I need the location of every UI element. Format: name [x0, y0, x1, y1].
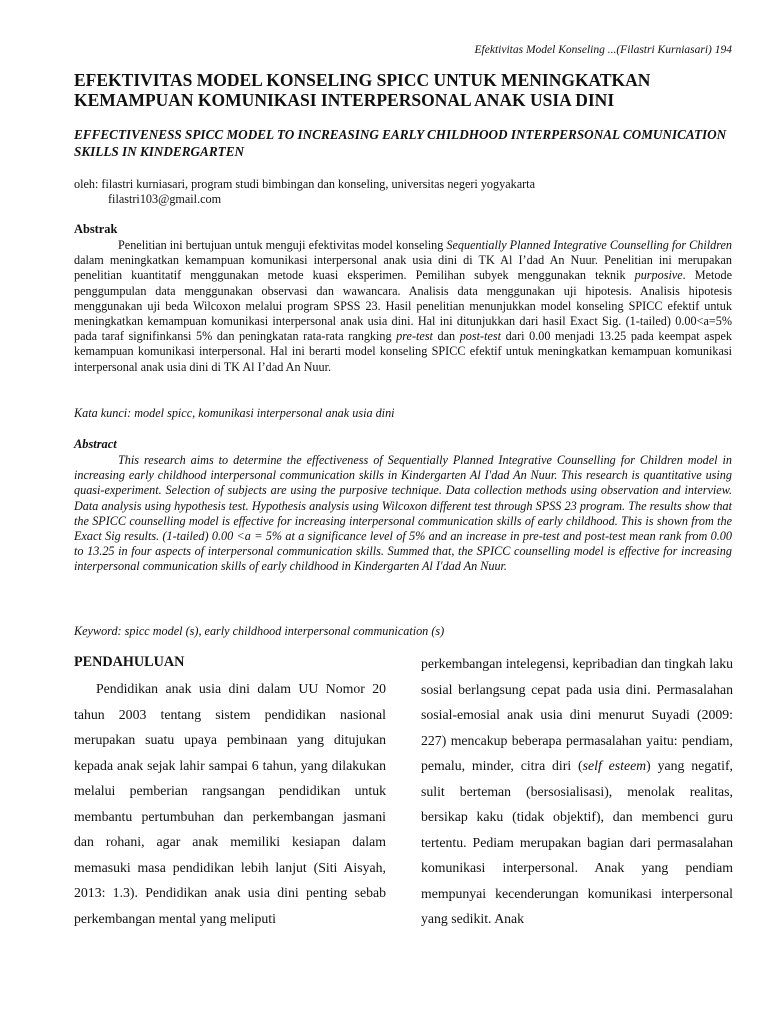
abstrak-text-4: dan [432, 329, 460, 344]
abstrak-term: Sequentially Planned Integrative Counselling for Children [446, 238, 732, 252]
pendahuluan-text-left: Pendidikan anak usia dini dalam UU Nomor 20 tahun 2003 tentang sistem pendidikan nasional merupakan suatu upaya pembinaan yang ditujukan kepada anak sejak lahir sampai 6 tahun, yang dilakukan melalui pemberian rangsangan pendidikan untuk membantu pertumbuhan dan perkembangan jasmani dan rohani, agar anak memiliki kesiapan dalam memasuki masa pendidikan lebih lanjut (Siti Aisyah, 2013: 1.3). Pendidikan anak usia dini penting sebab perkembangan mental yang meliputi [74, 681, 386, 926]
left-column [74, 651, 386, 931]
abstract-text: This research aims to determine the effectiveness of Sequentially Planned Integrative Counselling for Children model in increasing early childhood interpersonal communication skills in Kindergarten Al I'dad An Nuur. This research is quantitative using quasi-experiment. Selection of subjects are using the purposive technique. Data collection methods using observation and interview. Data analysis using hypothesis test. Hypothesis analysis using Wilcoxon different test through SPSS 23 program. The results show that the SPICC counselling model is effective for increasing interpersonal communication skills of early childhood. This is shown from the Exact Sig results. (1-tailed) 0.00 <a = 5% at a significance level of 5% and an increase in pre-test and post-test mean rank from 0.00 to 13.25 in four aspects of interpersonal communication skills. Summed that, the SPICC counselling model is effective for increasing interpersonal communication skills of early childhood in Kindergarten Al I'dad An Nuur. [74, 453, 732, 574]
abstrak-text-3: . Metode penggumpulan data menggunakan observasi dan wawancara. Analisis data menggunakan uji hipotesis. Analisis hipotesis menggunakan uji beda Wilcoxon melalui program SPSS 23. Hasil penelitian menunjukkan model konseling SPICC efektif untuk meningkatkan kemampuan komunikasi interpersonal anak usia dini. Hal ini ditunjukkan dari hasil Exact Sig. (1-tailed) 0.00<a=5% pada taraf signifinkansi 5% dan peningkatan rata-rata rangking [74, 268, 732, 344]
abstrak-text-5: dari 0.00 menjadi 13.25 pada keempat aspek kemampuan komunikasi interpersonal. Hal ini berarti model konseling SPICC efektif untuk meningkatkan kemampuan komunikasi interpersonal anak usia dini di TK Al I’dad An Nuur. [74, 329, 732, 374]
pendahuluan-paragraph-cont [421, 651, 733, 932]
paper-subtitle-english: EFFECTIVENESS SPICC MODEL TO INCREASING EARLY CHILDHOOD INTERPERSONAL COMUNICATION SKILLS IN KINDERGARTEN [74, 127, 727, 159]
abstrak-purposive: purposive [634, 268, 683, 283]
pendahuluan-paragraph-1 [74, 676, 386, 931]
kata-kunci: Kata kunci: model spicc, komunikasi interpersonal anak usia dini [74, 406, 395, 420]
abstrak-pretest: pre-test [396, 329, 433, 344]
paper-title: EFEKTIVITAS MODEL KONSELING SPICC UNTUK MENINGKATKAN KEMAMPUAN KOMUNIKASI INTERPERSONAL ANAK USIA DINI [74, 70, 651, 110]
section-heading-pendahuluan: PENDAHULUAN [74, 654, 185, 670]
keyword-line: Keyword: spicc model (s), early childhood interpersonal communication (s) [74, 624, 445, 638]
abstrak-text-1: Penelitian ini bertujuan untuk menguji efektivitas model konseling [118, 238, 447, 252]
self-esteem-term: self esteem [582, 758, 647, 773]
pendahuluan-text-right-b: ) yang negatif, sulit berteman (bersosialisasi), menolak realitas, bersikap kaku (tidak objektif), dan membenci guru tertentu. Pediam merupakan bagian dari permasalahan komunikasi interpersonal. Anak yang pendiam mempunyai kecenderungan komunikasi interpersonal yang sedikit. Anak [421, 758, 733, 926]
author-email: filastri103@gmail.com [108, 192, 222, 206]
abstract-body-english [74, 453, 732, 575]
abstract-heading: Abstract [74, 437, 117, 451]
right-column [421, 651, 733, 932]
abstrak-text-2: dalam meningkatkan kemampuan komunikasi interpersonal anak usia dini di TK Al I’dad An Nuur. Penelitian ini merupakan penelitian kuantitatif menggunakan metode kuasi eksperimen. Pemilihan subyek menggunakan teknik [74, 253, 732, 283]
abstrak-posttest: post-test [459, 329, 502, 344]
author-line: oleh: filastri kurniasari, program studi bimbingan dan konseling, universitas negeri yogyakarta [74, 177, 535, 191]
author-block [74, 177, 734, 207]
abstrak-body [74, 238, 732, 375]
abstrak-heading: Abstrak [74, 222, 118, 236]
pendahuluan-text-right-a: perkembangan intelegensi, kepribadian dan tingkah laku sosial berlangsung cepat pada usia dini. Permasalahan sosial-emosial anak usia dini menurut Suyadi (2009: 227) mencakup beberapa permasalahan yaitu: pendiam, pemalu, minder, citra diri ( [421, 656, 733, 773]
running-head: Efektivitas Model Konseling ...(Filastri Kurniasari) 194 [474, 44, 732, 56]
